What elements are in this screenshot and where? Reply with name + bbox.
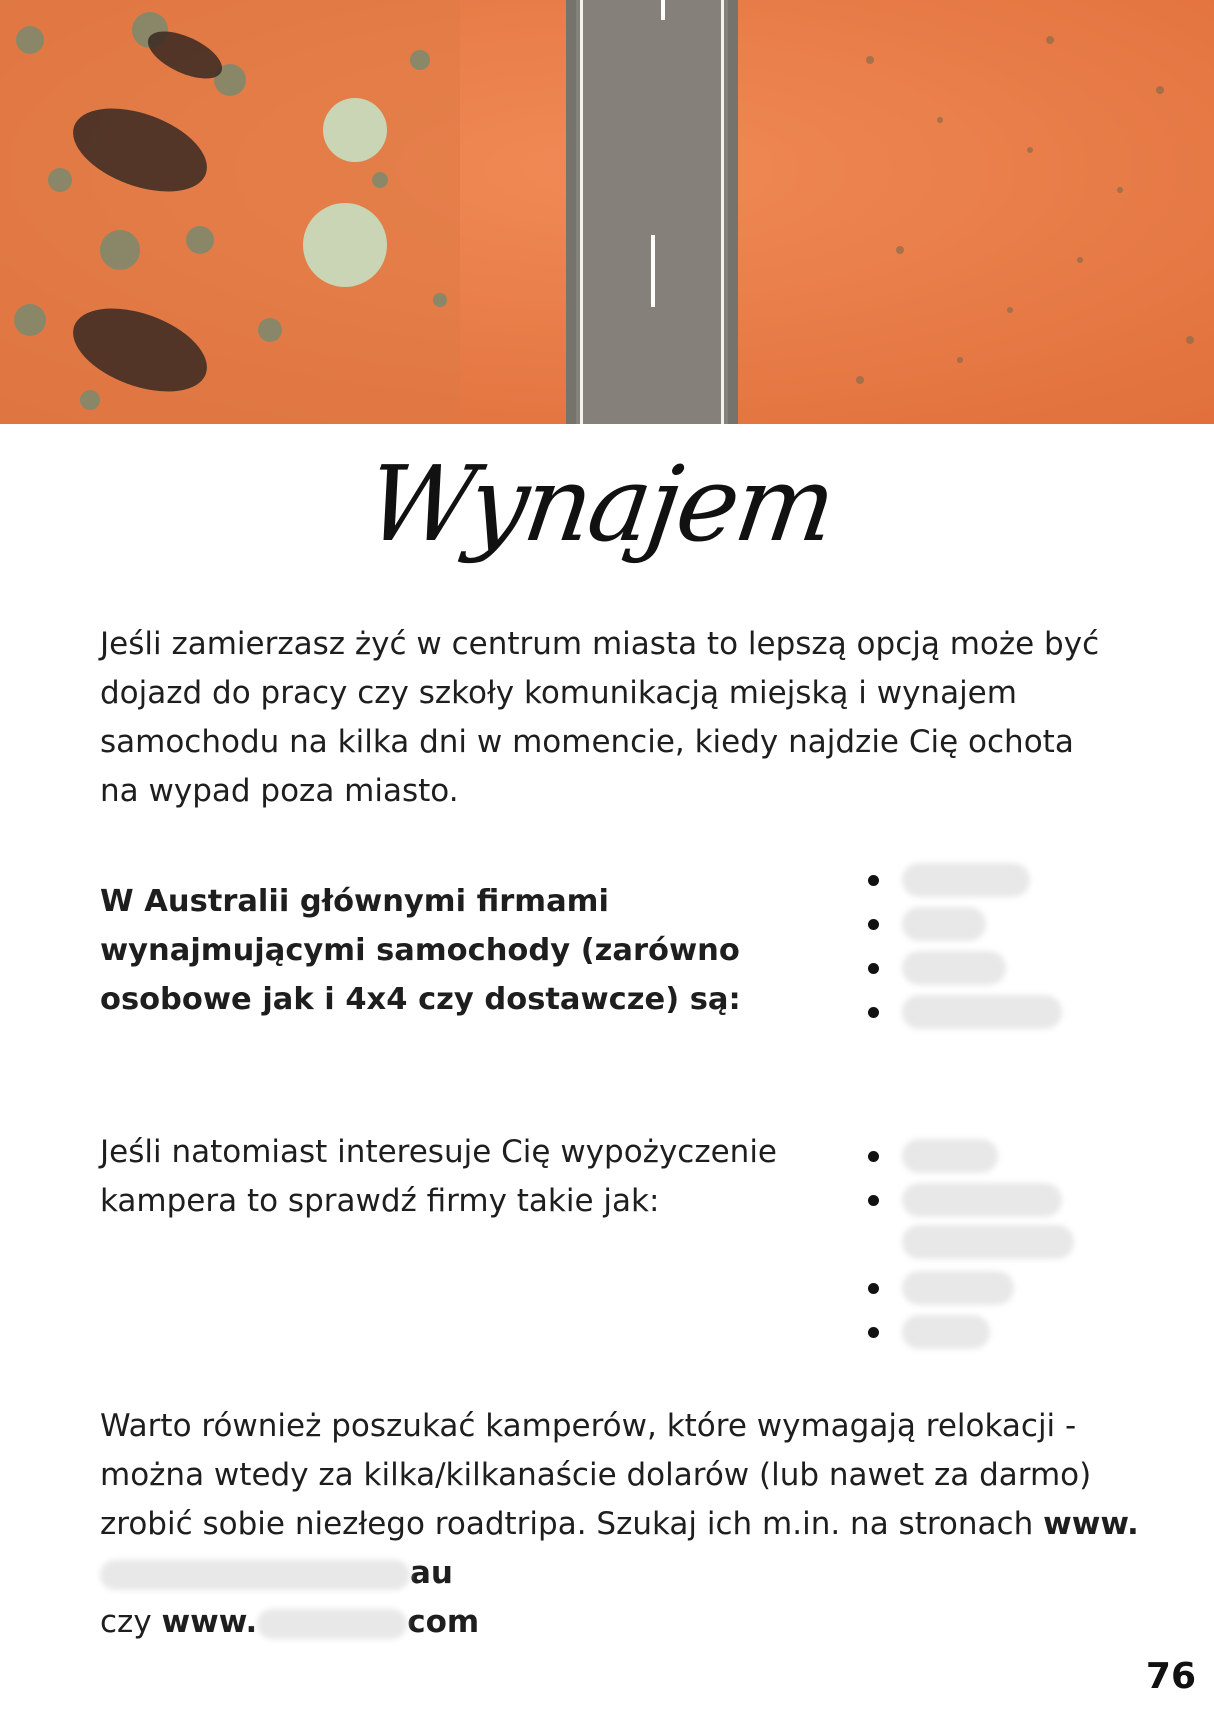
- bullet-icon: [868, 1007, 879, 1018]
- bullet-icon: [868, 1283, 879, 1294]
- redacted-text: [902, 863, 1030, 897]
- relocation-text: Warto również poszukać kamperów, które wymagają relokacji - można wtedy za kilka/kilkanaście dolarów (lub nawet za darmo) zrobić sobie niezłego roadtripa. Szukaj ich m.in. na stronach: [100, 1408, 1092, 1542]
- bullet-icon: [868, 1327, 879, 1338]
- redacted-text: [902, 1139, 998, 1173]
- redacted-text: [902, 1315, 990, 1349]
- redacted-text: [902, 1271, 1014, 1305]
- bullet-icon: [868, 919, 879, 930]
- relocation-paragraph: [100, 1402, 1140, 1647]
- intro-paragraph: Jeśli zamierzasz żyć w centrum miasta to lepszą opcją może być dojazd do pracy czy szkoły komunikacją miejską i wynajem samochodu na kilka dni w momencie, kiedy najdzie Cię ochota na wypad poza miasto.: [100, 626, 1100, 809]
- redacted-text: [257, 1609, 407, 1639]
- camper-paragraph: Jeśli natomiast interesuje Cię wypożyczenie kampera to sprawdź firmy takie jak:: [100, 1134, 778, 1219]
- bullet-icon: [868, 1151, 879, 1162]
- relocation-link-2[interactable]: www. com: [161, 1604, 480, 1640]
- redacted-text: [902, 995, 1062, 1029]
- header-photo: [0, 0, 1214, 424]
- redacted-text: [902, 951, 1006, 985]
- connector-text: czy: [100, 1604, 152, 1640]
- page-title: Wynajem: [359, 443, 841, 565]
- redacted-text: [100, 1560, 410, 1590]
- bullet-icon: [868, 1195, 879, 1206]
- bullet-icon: [868, 875, 879, 886]
- bullet-icon: [868, 963, 879, 974]
- car-rental-heading: W Australii głównymi firmami wynajmującymi samochody (zarówno osobowe jak i 4x4 czy dostawcze) są:: [100, 884, 741, 1017]
- redacted-text: [902, 1183, 1062, 1217]
- relocation-link-1[interactable]: www.au: [100, 1506, 1139, 1591]
- redacted-text: [902, 907, 986, 941]
- redacted-text: [902, 1225, 1074, 1259]
- page-number: 76: [1145, 1656, 1196, 1697]
